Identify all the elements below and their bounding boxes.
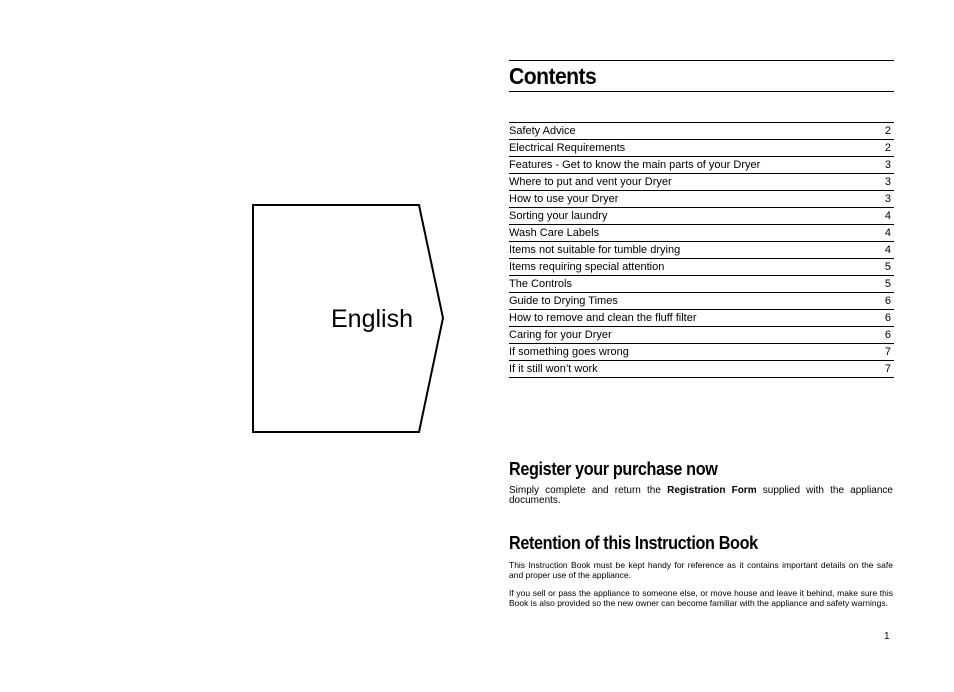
- toc-row: [509, 310, 894, 327]
- toc-entry-page: 4: [884, 227, 891, 239]
- toc-row: [509, 361, 894, 378]
- toc-row: [509, 208, 894, 225]
- toc-entry-label: If it still won’t work: [509, 363, 598, 375]
- toc-entry-page: 4: [884, 210, 891, 222]
- register-text-after: supplied with the appliance documents.: [509, 485, 893, 506]
- toc-row: [509, 276, 894, 293]
- toc-row: [509, 225, 894, 242]
- toc-row: [509, 191, 894, 208]
- retention-paragraph-2: If you sell or pass the appliance to someone else, or move house and leave it behind, make sure this Book is also provided so the new owner can become familiar with the appliance and safety warnings.: [509, 588, 893, 608]
- toc-entry-page: 6: [884, 329, 891, 341]
- toc-entry-label: Electrical Requirements: [509, 142, 626, 154]
- toc-entry-label: Items requiring special attention: [509, 261, 665, 273]
- toc-row: [509, 123, 894, 140]
- toc-entry-label: The Controls: [509, 278, 572, 290]
- registration-form-label: Registration Form: [667, 485, 757, 496]
- toc-entry-label: Guide to Drying Times: [509, 295, 618, 307]
- toc-row: [509, 344, 894, 361]
- toc-entry-label: Where to put and vent your Dryer: [509, 176, 672, 188]
- toc-entry-page: 3: [884, 176, 891, 188]
- toc-entry-page: 3: [884, 159, 891, 171]
- table-of-contents: [509, 122, 894, 378]
- toc-entry-page: 6: [884, 312, 891, 324]
- contents-bottom-rule: [509, 91, 894, 92]
- toc-row: [509, 174, 894, 191]
- contents-section: [509, 60, 894, 378]
- language-tab-label: English: [331, 305, 413, 333]
- page-number: 1: [884, 631, 890, 642]
- toc-entry-label: Safety Advice: [509, 125, 576, 137]
- toc-entry-page: 5: [884, 261, 891, 273]
- toc-entry-page: 2: [884, 142, 891, 154]
- retention-heading: Retention of this Instruction Book: [509, 533, 758, 553]
- toc-entry-label: How to remove and clean the fluff filter: [509, 312, 697, 324]
- register-paragraph: [509, 486, 893, 506]
- toc-entry-label: If something goes wrong: [509, 346, 629, 358]
- toc-entry-page: 6: [884, 295, 891, 307]
- toc-row: [509, 293, 894, 310]
- toc-entry-label: Items not suitable for tumble drying: [509, 244, 681, 256]
- register-text-before: Simply complete and return the: [509, 485, 668, 496]
- toc-entry-page: 5: [884, 278, 891, 290]
- toc-row: [509, 327, 894, 344]
- toc-entry-label: Caring for your Dryer: [509, 329, 612, 341]
- toc-entry-page: 3: [884, 193, 891, 205]
- toc-entry-page: 2: [884, 125, 891, 137]
- contents-title: Contents: [509, 63, 597, 89]
- toc-entry-page: 4: [884, 244, 891, 256]
- toc-entry-label: Sorting your laundry: [509, 210, 608, 222]
- toc-entry-page: 7: [884, 363, 891, 375]
- toc-entry-page: 7: [884, 346, 891, 358]
- toc-row: [509, 157, 894, 174]
- contents-top-rule: [509, 60, 894, 61]
- toc-row: [509, 140, 894, 157]
- toc-entry-label: Wash Care Labels: [509, 227, 600, 239]
- toc-entry-label: Features - Get to know the main parts of your Dryer: [509, 159, 761, 171]
- retention-paragraph-1: This Instruction Book must be kept handy for reference as it contains important details on the safe and proper use of the appliance.: [509, 560, 893, 580]
- toc-row: [509, 242, 894, 259]
- register-heading: Register your purchase now: [509, 459, 718, 479]
- info-section: [509, 457, 893, 608]
- toc-entry-label: How to use your Dryer: [509, 193, 619, 205]
- toc-row: [509, 259, 894, 276]
